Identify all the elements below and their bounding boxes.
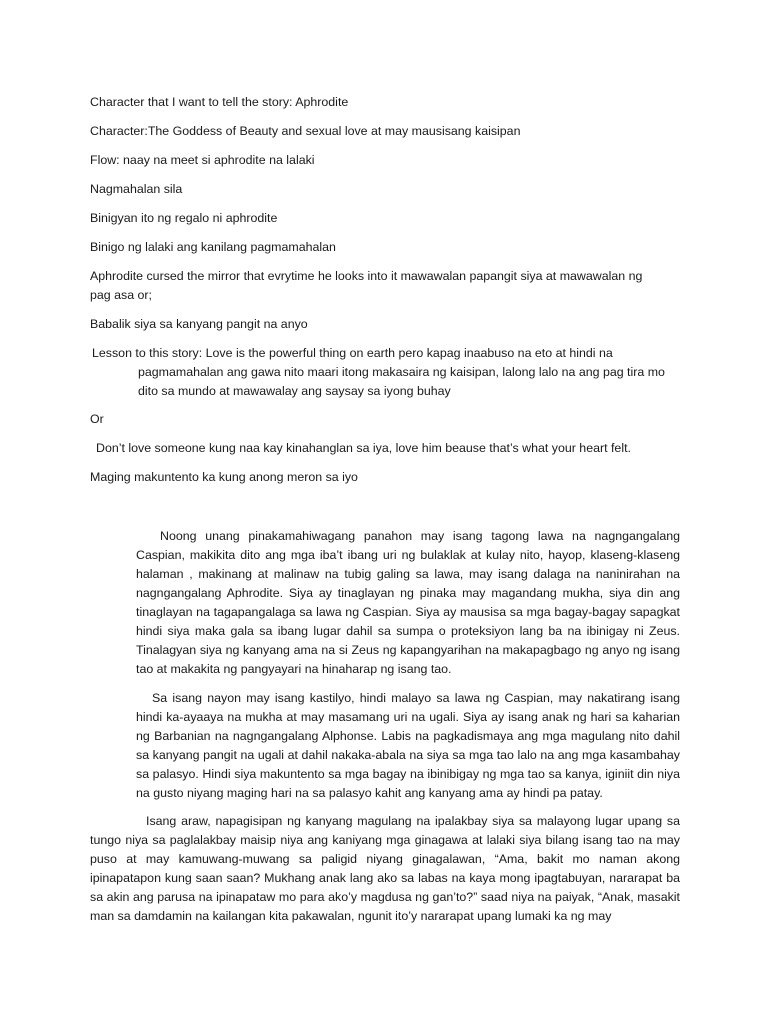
curse-line-1: Aphrodite cursed the mirror that evrytime he looks into it mawawalan papangit siya at mawawalan ng bbox=[90, 269, 643, 283]
makuntento-line: Maging makuntento ka kung anong meron sa iyo bbox=[90, 470, 358, 484]
nagmahalan-line: Nagmahalan sila bbox=[90, 182, 183, 196]
babalik-line: Babalik siya sa kanyang pangit na anyo bbox=[90, 317, 308, 331]
story-paragraph-2: Sa isang nayon may isang kastilyo, hindi malayo sa lawa ng Caspian, may nakatirang isang hindi ka-ayaaya na mukha at may masamang uri na ugali. Siya ay isang anak ng hari sa kaharian ng Barbanian na nagngangalang Alphonse. Labis na pagkadismaya ang mga magulang nito dahil sa kanyang pangit na ugali at dahil nakaka-abala na siya sa mga tao lalo na ang mga kasambahay sa palasyo. Hindi siya makuntento sa mga bagay na ibinibigay ng mga tao sa kanya, iginiit din niya na gusto niyang maging hari na sa palasyo kahit ang kanyang ama ay hindi pa patay. bbox=[136, 691, 680, 800]
curse-line-2: pag asa or; bbox=[90, 288, 152, 302]
flow-line: Flow: naay na meet si aphrodite na lalaki bbox=[90, 153, 315, 167]
lesson-continuation: pagmamahalan ang gawa nito maari itong makasaira ng kaisipan, lalong lalo na ang pag tira mo dito sa mundo at mawawalay ang saysay sa iyong buhay bbox=[138, 365, 665, 398]
character-line: Character that I want to tell the story: Aphrodite bbox=[90, 95, 349, 109]
binigyan-line: Binigyan ito ng regalo ni aphrodite bbox=[90, 211, 278, 225]
lesson-block bbox=[92, 344, 682, 401]
binigo-line: Binigo ng lalaki ang kanilang pagmamahalan bbox=[90, 240, 336, 254]
story-paragraph-3: Isang araw, napagisipan ng kanyang magulang na ipalakbay siya sa malayong lugar upang sa tungo niya sa paglalakbay maisip niya ang kaniyang mga ginagawa at lalaki siya bilang isang tao na may puso at may kamuwang-muwang sa paligid niyang ginagalawan, “Ama, bakit mo naman akong ipinapatapon kung saan saan? Mukhang anak lang ako sa labas na kaya mong ipagtabuyan, nararapat ba sa akin ang parusa na ipinapataw mo para ako’y magdusa ng gan’to?” saad niya na paiyak, “Anak, masakit man sa damdamin na kailangan kita pakawalan, ngunit ito’y nararapat upang lumaki ka ng may bbox=[90, 814, 680, 923]
dont-love-line: Don’t love someone kung naa kay kinahanglan sa iya, love him beause that’s what your heart felt. bbox=[96, 441, 631, 455]
story-paragraph-1: Noong unang pinakamahiwagang panahon may isang tagong lawa na nagngangalang Caspian, makikita dito ang mga iba’t ibang uri ng bulaklak at kulay nito, hayop, klaseng-klaseng halaman , makinang at malinaw na tubig galing sa lawa, may isang dalaga na naninirahan na nagngangalang Aphrodite. Siya ay tinaglayan ng pinaka may magandang mukha, siya din ang tinaglayan na tagapangalaga sa lawa ng Caspian. Siya ay mausisa sa mga bagay-bagay sapagkat hindi siya maka gala sa ibang lugar dahil sa sumpa o proteksiyon lang ba na ibinigay ni Zeus. Tinalagyan siya ng kanyang ama na si Zeus ng kapangyarihan na makapagbago ng anyo ng isang tao at makakita ng pangyayari na hinaharap ng isang tao. bbox=[136, 529, 680, 676]
character-description: Character:The Goddess of Beauty and sexual love at may mausisang kaisipan bbox=[90, 124, 521, 138]
or-line: Or bbox=[90, 412, 104, 426]
lesson-first-line: Lesson to this story: Love is the powerful thing on earth pero kapag inaabuso na eto at hindi na bbox=[92, 346, 613, 360]
